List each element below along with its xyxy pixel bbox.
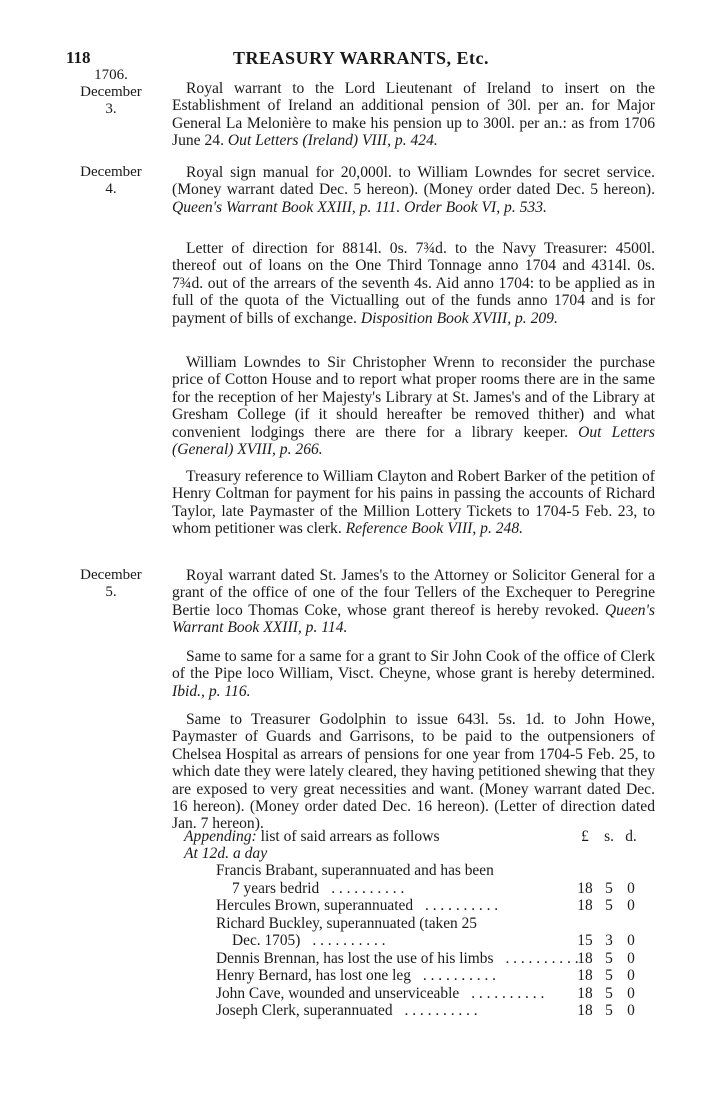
amount-l: 18 [577,1002,593,1019]
amount-d: 0 [627,1002,635,1019]
amount-d: 0 [627,967,635,984]
running-title: TREASURY WARRANTS, Etc. [233,48,489,68]
table-row [216,880,656,898]
pensioner-description: Henry Bernard, has lost one leg . . . . . . . . . . [216,967,497,984]
dot-leader: . . . . . . . . . . [404,1002,478,1019]
amount-l: 18 [577,949,593,967]
pensioner-description: John Cave, wounded and unserviceable . . . . . . . . . . [216,984,545,1002]
amount-l: 18 [577,967,593,984]
currency-shillings: s. [604,828,614,845]
table-row [216,985,656,1003]
amount-s: 5 [605,949,613,967]
margin-date-dec4-day: 4. [105,181,117,197]
amount-s: 5 [605,967,613,984]
table-row [216,915,656,933]
dot-leader: . . . . . . . . . . [471,984,545,1002]
dot-leader: . . . . . . . . . . [422,967,497,984]
table-row [216,967,656,985]
margin-date-dec5-day: 5. [105,584,117,600]
table-row [216,950,656,968]
pensioner-description: Joseph Clerk, superannuated . . . . . . . . . . [216,1002,478,1019]
pensioner-table [216,862,656,1020]
entry-cotton-house: William Lowndes to Sir Christopher Wrenn to reconsider the purchase price of Cotton House and to report what proper rooms there are in the same for the reception of her Majesty's Library at St. James's and of the Library at Gresham College (if it should hereafter be removed thither) and what convenient lodgings there are there for a library keeper. Out Letters (General) XVIII, p. 266. [172,354,655,459]
pensioner-description: Richard Buckley, superannuated (taken 25 [216,914,477,932]
amount-l: 15 [577,932,593,949]
amount-s: 5 [605,1002,613,1019]
appending-line: Appending: list of said arrears as follows [184,828,440,845]
table-row [216,862,656,880]
table-row [216,1002,656,1020]
pensioner-description: Dennis Brennan, has lost the use of his limbs . . . . . . . . . . [216,949,579,967]
pensioner-description: Francis Brabant, superannuated and has been [216,862,494,879]
amount-s: 5 [605,984,613,1002]
amount-d: 0 [627,984,635,1002]
amount-d: 0 [627,949,635,967]
amount-l: 18 [577,897,593,914]
pensioner-description: Dec. 1705) . . . . . . . . . . [232,932,386,949]
amount-d: 0 [627,932,635,949]
dot-leader: . . . . . . . . . . [505,949,579,967]
currency-header [576,828,666,845]
entry-ireland-pension: Royal warrant to the Lord Lieutenant of Ireland to insert on the Establishment of Ireland an additional pension of 30l. per an. for Major General La Melonière to make his pension up to 300l. per an.: as from 1706 June 24. Out Letters (Ireland) VIII, p. 424. [172,80,655,150]
entry-navy-treasurer: Letter of direction for 8814l. 0s. 7¾d. to the Navy Treasurer: 4500l. thereof out of loans on the One Third Tonnage anno 1704 and 4314l. 0s. 7¾d. out of the arrears of the seventh 4s. Aid anno 1704: to be applied as in full of the quota of the Victualling out of the funds anno 1704 and is for payment of bills of exchange. Disposition Book XVIII, p. 209. [172,240,655,327]
margin-date-dec3-month: December [80,84,142,100]
table-row [216,932,656,950]
dot-leader: . . . . . . . . . . [331,879,405,897]
entry-clerk-of-pipe: Same to same for a same for a grant to Sir John Cook of the office of Clerk of the Pipe loco William, Visct. Cheyne, whose grant is hereby determined. Ibid., p. 116. [172,648,655,700]
margin-date-dec4-month: December [80,164,142,180]
rate-heading: At 12d. a day [184,845,268,862]
dot-leader: . . . . . . . . . . [425,897,499,914]
amount-l: 18 [577,879,593,897]
entry-coltman-reference: Treasury reference to William Clayton and Robert Barker of the petition of Henry Coltman for payment for his pains in passing the accounts of Richard Taylor, late Paymaster of the Million Lottery Tickets to 1704-5 Feb. 23, to whom petitioner was clerk. Reference Book VIII, p. 248. [172,468,655,538]
amount-d: 0 [627,897,635,914]
entry-secret-service: Royal sign manual for 20,000l. to William Lowndes for secret service. (Money warrant dated Dec. 5 hereon). (Money order dated Dec. 5 hereon). Queen's Warrant Book XXIII, p. 111. Order Book VI, p. 533. [172,164,655,216]
amount-s: 3 [605,932,613,949]
margin-year: 1706. [94,67,128,83]
amount-l: 18 [577,984,593,1002]
currency-pounds: £ [581,828,589,845]
pensioner-description: 7 years bedrid . . . . . . . . . . [232,879,405,897]
page-number: 118 [66,48,91,67]
margin-date-dec5-month: December [80,567,142,583]
currency-pence: d. [625,828,637,845]
pensioner-description: Hercules Brown, superannuated . . . . . . . . . . [216,897,499,914]
table-row [216,897,656,915]
amount-s: 5 [605,879,613,897]
margin-date-dec3-day: 3. [105,101,117,117]
dot-leader: . . . . . . . . . . [312,932,386,949]
amount-d: 0 [627,879,635,897]
amount-s: 5 [605,897,613,914]
entry-tellers-grant: Royal warrant dated St. James's to the Attorney or Solicitor General for a grant of the office of one of the four Tellers of the Exchequer to Peregrine Bertie loco Thomas Coke, whose grant thereof is hereby revoked. Queen's Warrant Book XXIII, p. 114. [172,567,655,637]
entry-chelsea-pensions: Same to Treasurer Godolphin to issue 643l. 5s. 1d. to John Howe, Paymaster of Guards and Garrisons, to be paid to the outpensioners of Chelsea Hospital as arrears of pensions for one year from 1704-5 Feb. 25, to which date they were lately cleared, they having petitioned shewing that they are exposed to very great necessities and want. (Money warrant dated Dec. 16 hereon). (Money order dated Dec. 16 hereon). (Letter of direction dated Jan. 7 hereon). [172,711,655,833]
